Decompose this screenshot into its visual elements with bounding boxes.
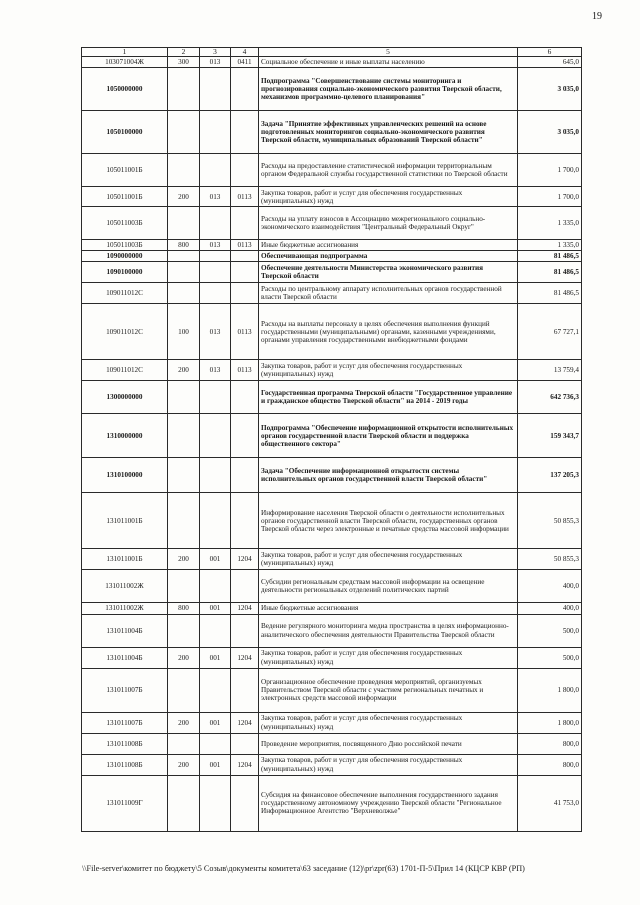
ministry-code-cell: [200, 493, 231, 549]
target-code-cell: 1050100000: [82, 111, 168, 154]
expense-type-cell: [168, 262, 200, 283]
ministry-code-cell: [200, 381, 231, 414]
target-code-cell: 131011001Б: [82, 549, 168, 570]
ministry-code-cell: [200, 251, 231, 262]
ministry-code-cell: [200, 733, 231, 754]
amount-cell: 137 205,3: [518, 458, 582, 493]
target-code-cell: 131011009Г: [82, 775, 168, 831]
ministry-code-cell: 013: [200, 360, 231, 381]
ministry-code-cell: [200, 154, 231, 187]
ministry-code-cell: [200, 414, 231, 458]
description-cell: Проведение мероприятия, посвященного Дню российской печати: [259, 733, 518, 754]
description-cell: Субсидия на финансовое обеспечение выполнения государственного задания государственному автономному учреждению Тверской области "Региональное Информационное Агентство "Верхневолжье": [259, 775, 518, 831]
description-cell: Ведение регулярного мониторинга медиа пространства в целях информационно-аналитического обеспечения деятельности Правительства Тверской области: [259, 614, 518, 647]
table-row: [82, 414, 582, 458]
ministry-code-cell: 013: [200, 304, 231, 360]
ministry-code-cell: [200, 262, 231, 283]
ministry-code-cell: [200, 207, 231, 240]
description-cell: Иные бюджетные ассигнования: [259, 603, 518, 614]
description-cell: Субсидии региональным средствам массовой информации на освещение деятельности региональных отделений политических партий: [259, 570, 518, 603]
expense-type-cell: [168, 668, 200, 712]
expense-type-cell: [168, 207, 200, 240]
table-row: [82, 668, 582, 712]
target-code-cell: 109011012С: [82, 360, 168, 381]
ministry-code-cell: 001: [200, 647, 231, 668]
description-cell: Организационное обеспечение проведения мероприятий, организуемых Правительством Тверской области с участием региональных печатных и электронных средств массовой информации: [259, 668, 518, 712]
table-row: [82, 754, 582, 775]
target-code-cell: 1090000000: [82, 251, 168, 262]
ministry-code-cell: 001: [200, 712, 231, 733]
amount-cell: 800,0: [518, 733, 582, 754]
expense-type-cell: [168, 614, 200, 647]
ministry-code-cell: 001: [200, 603, 231, 614]
amount-cell: 400,0: [518, 570, 582, 603]
target-code-cell: 131011007Б: [82, 668, 168, 712]
expense-type-cell: 200: [168, 647, 200, 668]
expense-type-cell: [168, 570, 200, 603]
amount-cell: 800,0: [518, 754, 582, 775]
table-row: [82, 603, 582, 614]
description-cell: Задача "Обеспечение информационной открытости системы исполнительных органов государственной власти Тверской области": [259, 458, 518, 493]
description-cell: Закупка товаров, работ и услуг для обеспечения государственных (муниципальных) нужд: [259, 647, 518, 668]
section-code-cell: [231, 458, 259, 493]
table-row: [82, 458, 582, 493]
header-row: [82, 48, 582, 57]
expense-type-cell: [168, 733, 200, 754]
description-cell: Закупка товаров, работ и услуг для обеспечения государственных (муниципальных) нужд: [259, 187, 518, 207]
expense-type-cell: [168, 154, 200, 187]
section-code-cell: 0113: [231, 187, 259, 207]
target-code-cell: 131011004Б: [82, 647, 168, 668]
description-cell: Расходы по центральному аппарату исполнительных органов государственной власти Тверской области: [259, 283, 518, 304]
amount-cell: 1 800,0: [518, 668, 582, 712]
description-cell: Государственная программа Тверской области "Государственное управление и гражданское общество Тверской области" на 2014 - 2019 годы: [259, 381, 518, 414]
expense-type-cell: 200: [168, 712, 200, 733]
amount-cell: 3 035,0: [518, 68, 582, 111]
target-code-cell: 1090100000: [82, 262, 168, 283]
expense-type-cell: [168, 458, 200, 493]
ministry-code-cell: [200, 111, 231, 154]
table-row: [82, 207, 582, 240]
header-cell: 2: [168, 48, 200, 57]
page-number: 19: [592, 11, 602, 22]
description-cell: Расходы на уплату взносов в Ассоциацию межрегионального социально-экономического взаимодействия "Центральный Федеральный Округ": [259, 207, 518, 240]
table-row: [82, 262, 582, 283]
target-code-cell: 103071004Ж: [82, 57, 168, 68]
expense-type-cell: [168, 68, 200, 111]
ministry-code-cell: [200, 775, 231, 831]
ministry-code-cell: [200, 570, 231, 603]
amount-cell: 1 700,0: [518, 187, 582, 207]
target-code-cell: 131011002Ж: [82, 603, 168, 614]
target-code-cell: 105011001Б: [82, 187, 168, 207]
amount-cell: 645,0: [518, 57, 582, 68]
description-cell: Обеспечение деятельности Министерства экономического развития Тверской области: [259, 262, 518, 283]
section-code-cell: 1204: [231, 647, 259, 668]
section-code-cell: [231, 493, 259, 549]
header-cell: 6: [518, 48, 582, 57]
target-code-cell: 1300000000: [82, 381, 168, 414]
expense-type-cell: 100: [168, 304, 200, 360]
header-cell: 1: [82, 48, 168, 57]
table-row: [82, 614, 582, 647]
ministry-code-cell: [200, 668, 231, 712]
amount-cell: 67 727,1: [518, 304, 582, 360]
target-code-cell: 105011003Б: [82, 207, 168, 240]
amount-cell: 1 335,0: [518, 240, 582, 251]
description-cell: Расходы на выплаты персоналу в целях обеспечения выполнения функций государственными (муниципальными) органами, казенными учреждениями, органами управления государственными внебюджетными фондами: [259, 304, 518, 360]
table-row: [82, 360, 582, 381]
expense-type-cell: [168, 111, 200, 154]
section-code-cell: 1204: [231, 549, 259, 570]
target-code-cell: 105011001Б: [82, 154, 168, 187]
amount-cell: 500,0: [518, 647, 582, 668]
table-row: [82, 251, 582, 262]
description-cell: Расходы на предоставление статистической информации территориальным органом Федеральной службы государственной статистики по Тверской области: [259, 154, 518, 187]
ministry-code-cell: 001: [200, 754, 231, 775]
description-cell: Социальное обеспечение и иные выплаты населению: [259, 57, 518, 68]
section-code-cell: [231, 154, 259, 187]
table-row: [82, 240, 582, 251]
description-cell: Закупка товаров, работ и услуг для обеспечения государственных (муниципальных) нужд: [259, 549, 518, 570]
target-code-cell: 105011003Б: [82, 240, 168, 251]
expense-type-cell: 200: [168, 187, 200, 207]
description-cell: Задача "Принятие эффективных управленческих решений на основе подготовленных мониторингов социально-экономического развития Тверской области, муниципальных образований Тверской области": [259, 111, 518, 154]
header-cell: 5: [259, 48, 518, 57]
expense-type-cell: 200: [168, 549, 200, 570]
table-row: [82, 154, 582, 187]
amount-cell: 500,0: [518, 614, 582, 647]
section-code-cell: 1204: [231, 603, 259, 614]
target-code-cell: 131011001Б: [82, 493, 168, 549]
amount-cell: 1 800,0: [518, 712, 582, 733]
target-code-cell: 109011012С: [82, 304, 168, 360]
ministry-code-cell: [200, 283, 231, 304]
section-code-cell: 0113: [231, 360, 259, 381]
expense-type-cell: 200: [168, 360, 200, 381]
amount-cell: 400,0: [518, 603, 582, 614]
amount-cell: 1 335,0: [518, 207, 582, 240]
table-row: [82, 647, 582, 668]
section-code-cell: [231, 381, 259, 414]
description-cell: Закупка товаров, работ и услуг для обеспечения государственных (муниципальных) нужд: [259, 754, 518, 775]
expense-type-cell: 800: [168, 240, 200, 251]
budget-table-container: [81, 47, 581, 832]
expense-type-cell: [168, 251, 200, 262]
section-code-cell: [231, 283, 259, 304]
target-code-cell: 131011004Б: [82, 614, 168, 647]
section-code-cell: [231, 733, 259, 754]
table-row: [82, 712, 582, 733]
section-code-cell: [231, 668, 259, 712]
target-code-cell: 131011008Б: [82, 733, 168, 754]
section-code-cell: [231, 251, 259, 262]
expense-type-cell: [168, 414, 200, 458]
description-cell: Закупка товаров, работ и услуг для обеспечения государственных (муниципальных) нужд: [259, 712, 518, 733]
amount-cell: 159 343,7: [518, 414, 582, 458]
section-code-cell: 1204: [231, 712, 259, 733]
target-code-cell: 131011007Б: [82, 712, 168, 733]
amount-cell: 41 753,0: [518, 775, 582, 831]
amount-cell: 81 486,5: [518, 262, 582, 283]
expense-type-cell: 200: [168, 754, 200, 775]
section-code-cell: 0411: [231, 57, 259, 68]
ministry-code-cell: 013: [200, 240, 231, 251]
ministry-code-cell: [200, 68, 231, 111]
section-code-cell: [231, 614, 259, 647]
header-cell: 4: [231, 48, 259, 57]
amount-cell: 1 700,0: [518, 154, 582, 187]
section-code-cell: [231, 570, 259, 603]
section-code-cell: 1204: [231, 754, 259, 775]
section-code-cell: [231, 775, 259, 831]
description-cell: Обеспечивающая подпрограмма: [259, 251, 518, 262]
table-row: [82, 57, 582, 68]
description-cell: Подпрограмма "Совершенствование системы мониторинга и прогнозирования социально-экономического развития Тверской области, механизмов программно-целевого планирования": [259, 68, 518, 111]
amount-cell: 3 035,0: [518, 111, 582, 154]
table-row: [82, 111, 582, 154]
target-code-cell: 131011002Ж: [82, 570, 168, 603]
ministry-code-cell: 013: [200, 57, 231, 68]
section-code-cell: [231, 68, 259, 111]
ministry-code-cell: 013: [200, 187, 231, 207]
description-cell: Иные бюджетные ассигнования: [259, 240, 518, 251]
description-cell: Информирование населения Тверской области о деятельности исполнительных органов государственной власти Тверской области, государственных органов Тверской области через электронные и печатные средства массовой информации: [259, 493, 518, 549]
section-code-cell: 0113: [231, 304, 259, 360]
section-code-cell: [231, 414, 259, 458]
expense-type-cell: [168, 381, 200, 414]
target-code-cell: 109011012С: [82, 283, 168, 304]
expense-type-cell: 300: [168, 57, 200, 68]
expense-type-cell: 800: [168, 603, 200, 614]
target-code-cell: 1050000000: [82, 68, 168, 111]
ministry-code-cell: 001: [200, 549, 231, 570]
amount-cell: 81 486,5: [518, 283, 582, 304]
budget-table: [81, 47, 582, 832]
target-code-cell: 131011008Б: [82, 754, 168, 775]
amount-cell: 642 736,3: [518, 381, 582, 414]
amount-cell: 81 486,5: [518, 251, 582, 262]
amount-cell: 13 759,4: [518, 360, 582, 381]
table-row: [82, 68, 582, 111]
description-cell: Подпрограмма "Обеспечение информационной открытости исполнительных органов государственной власти Тверской области и поддержка общественного сектора": [259, 414, 518, 458]
target-code-cell: 1310000000: [82, 414, 168, 458]
ministry-code-cell: [200, 614, 231, 647]
amount-cell: 50 855,3: [518, 549, 582, 570]
ministry-code-cell: [200, 458, 231, 493]
header-cell: 3: [200, 48, 231, 57]
table-row: [82, 775, 582, 831]
section-code-cell: [231, 262, 259, 283]
table-row: [82, 283, 582, 304]
table-row: [82, 570, 582, 603]
table-row: [82, 381, 582, 414]
table-row: [82, 549, 582, 570]
expense-type-cell: [168, 775, 200, 831]
amount-cell: 50 855,3: [518, 493, 582, 549]
description-cell: Закупка товаров, работ и услуг для обеспечения государственных (муниципальных) нужд: [259, 360, 518, 381]
section-code-cell: 0113: [231, 240, 259, 251]
section-code-cell: [231, 111, 259, 154]
table-row: [82, 187, 582, 207]
file-path-footer: \\File-server\комитет по бюджету\5 Созыв\документы комитета\63 заседание (12)\pr\zpr(63) 1701-П-5\Прил 14 (КЦСР КВР (РП): [82, 864, 525, 873]
expense-type-cell: [168, 493, 200, 549]
expense-type-cell: [168, 283, 200, 304]
table-row: [82, 304, 582, 360]
table-row: [82, 733, 582, 754]
section-code-cell: [231, 207, 259, 240]
target-code-cell: 1310100000: [82, 458, 168, 493]
table-row: [82, 493, 582, 549]
